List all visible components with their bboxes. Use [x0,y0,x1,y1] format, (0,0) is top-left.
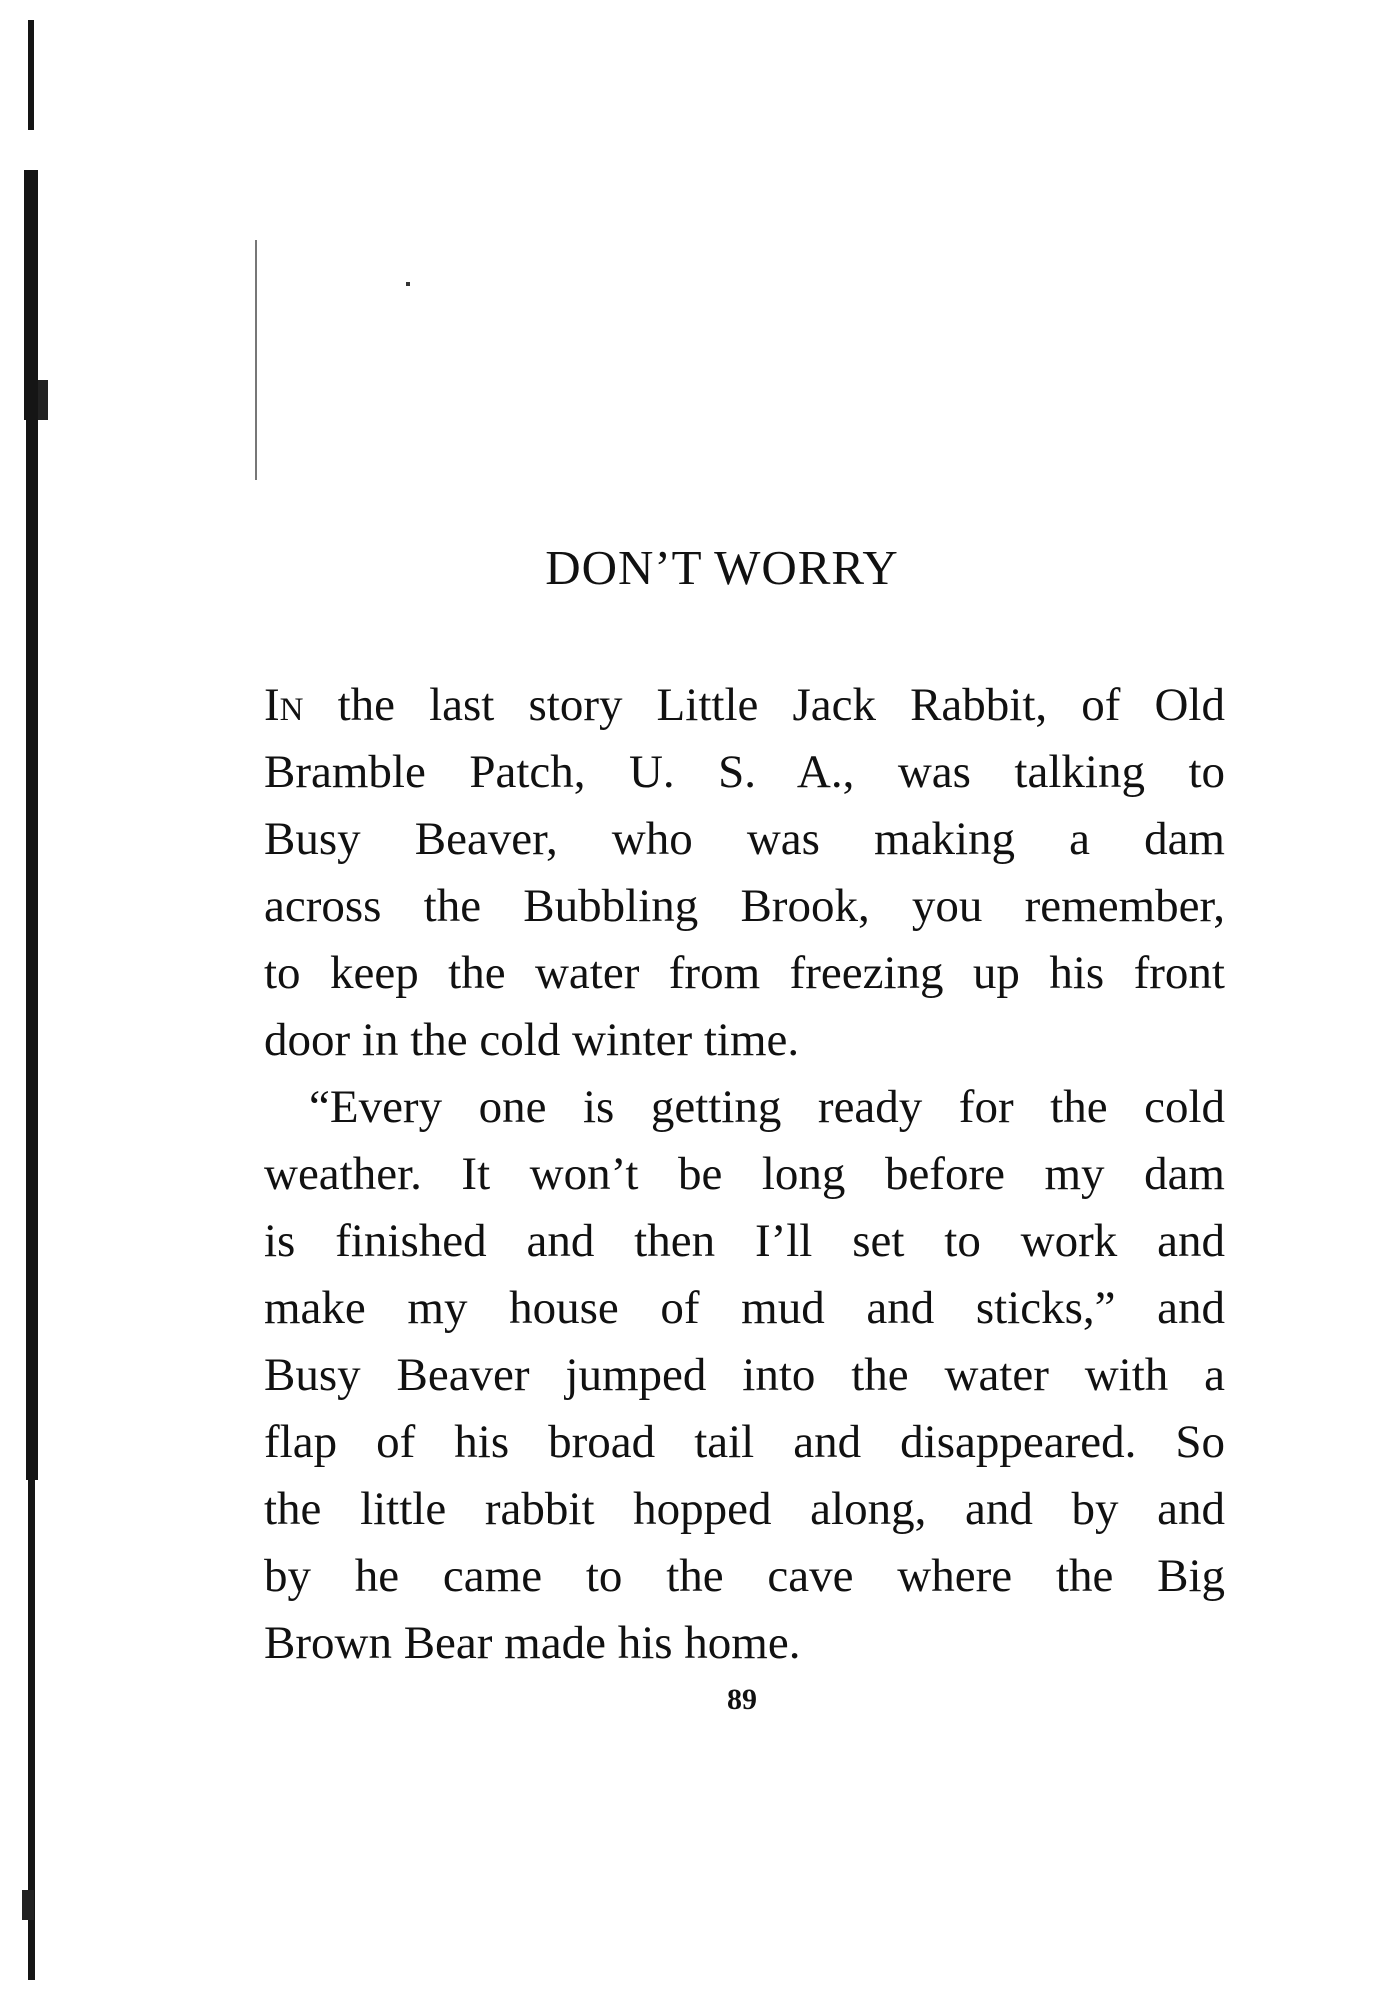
chapter-title: DON’T WORRY [545,540,899,595]
body-text [264,672,1225,1677]
paragraph-1-line: to keep the water from freezing up his front [264,947,1225,999]
paragraph-2-line: is finished and then I’ll set to work and [264,1215,1225,1267]
paragraph-2-line: make my house of mud and sticks,” and [264,1282,1225,1334]
paragraph-2-line: “Every one is getting ready for the cold [309,1081,1225,1133]
paragraph-2-line: Busy Beaver jumped into the water with a [264,1349,1225,1401]
paragraph-1-line: across the Bubbling Brook, you remember, [264,880,1225,932]
paragraph-1-line: In the last story Little Jack Rabbit, of Old [264,679,1225,731]
paragraph-2-line: flap of his broad tail and disappeared. So [264,1416,1225,1468]
page-number: 89 [727,1683,757,1716]
paragraph-2-line: the little rabbit hopped along, and by and [264,1483,1225,1535]
paragraph-2-line: by he came to the cave where the Big [264,1550,1225,1602]
scan-mark [255,240,257,480]
paragraph-1-line: Bramble Patch, U. S. A., was talking to [264,746,1225,798]
paragraph-2-line: weather. It won’t be long before my dam [264,1148,1225,1200]
paragraph-1-line: Busy Beaver, who was making a dam [264,813,1225,865]
paragraph-2-line: Brown Bear made his home. [264,1617,801,1669]
lead-word: In [264,679,304,731]
paragraph-1-line: door in the cold winter time. [264,1014,800,1066]
scan-mark [406,282,410,286]
